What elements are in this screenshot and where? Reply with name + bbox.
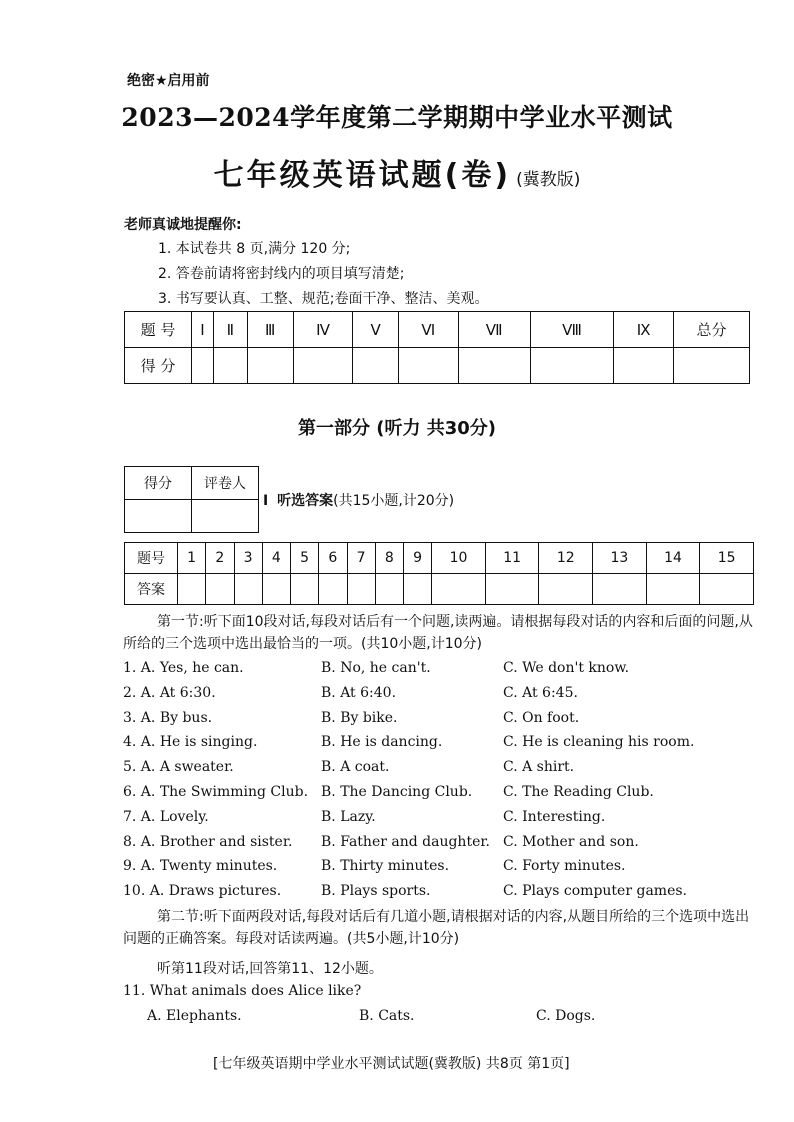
question-11-option-b: B. Cats. (359, 1008, 415, 1024)
question-3-option-c: C. On foot. (503, 710, 580, 726)
question-7-option-b: B. Lazy. (321, 809, 376, 825)
question-11-stem: 11. What animals does Alice like? (123, 983, 362, 999)
answer-input-cell[interactable] (375, 574, 403, 605)
section1-title: 听选答案 (277, 493, 334, 509)
score-input-cell[interactable] (293, 348, 353, 384)
question-9-option-b: B. Thirty minutes. (321, 858, 450, 874)
question-4-option-c: C. He is cleaning his room. (503, 734, 695, 750)
confidential-label: 绝密★启用前 (127, 73, 210, 89)
score-input-cell[interactable] (353, 348, 398, 384)
score-input-cell[interactable] (458, 348, 530, 384)
answer-input-cell[interactable] (262, 574, 290, 605)
answer-number: 11 (485, 543, 539, 574)
answer-number: 2 (206, 543, 234, 574)
question-11-option-a: A. Elephants. (147, 1008, 242, 1024)
question-4-option-a: 4. A. He is singing. (123, 734, 258, 750)
answer-number: 5 (291, 543, 319, 574)
question-10-option-b: B. Plays sports. (321, 883, 431, 899)
answer-input-cell[interactable] (593, 574, 647, 605)
question-4-option-b: B. He is dancing. (321, 734, 443, 750)
answer-input-cell[interactable] (234, 574, 262, 605)
question-6-option-a: 6. A. The Swimming Club. (123, 784, 309, 800)
answer-input-cell[interactable] (178, 574, 206, 605)
question-6-option-b: B. The Dancing Club. (321, 784, 473, 800)
answer-input-cell[interactable] (432, 574, 486, 605)
subtitle-main: 七年级英语试题(卷) (213, 158, 512, 193)
answer-number: 10 (432, 543, 486, 574)
question-2-option-a: 2. A. At 6:30. (123, 685, 216, 701)
answer-number: 4 (262, 543, 290, 574)
question-7-option-c: C. Interesting. (503, 809, 606, 825)
part1-title: 第一部分 (听力 共30分) (297, 418, 497, 439)
question-7-option-a: 7. A. Lovely. (123, 809, 209, 825)
score-cell: Ⅵ (398, 312, 458, 348)
section1-number: Ⅰ (263, 493, 269, 509)
question-3-option-a: 3. A. By bus. (123, 710, 213, 726)
question-8-option-c: C. Mother and son. (503, 834, 639, 850)
answer-number: 12 (539, 543, 593, 574)
answer-input-cell[interactable] (347, 574, 375, 605)
question-5-option-c: C. A shirt. (503, 759, 575, 775)
reminder-heading: 老师真诚地提醒你: (124, 217, 242, 233)
answer-table-number-row (125, 543, 754, 574)
answer-number: 9 (404, 543, 432, 574)
answer-number: 13 (593, 543, 647, 574)
answer-input-cell[interactable] (700, 574, 754, 605)
question-11-option-c: C. Dogs. (536, 1008, 596, 1024)
part-b-instructions: 第二节:听下面两段对话,每段对话后有几道小题,请根据对话的内容,从题目所给的三个选项中选出问题的正确答案。每段对话读两遍。(共5小题,计10分) (123, 909, 750, 947)
score-cell-total: 总分 (674, 312, 750, 348)
score-input-cell[interactable] (530, 348, 614, 384)
answer-input-cell[interactable] (485, 574, 539, 605)
question-10-option-c: C. Plays computer games. (503, 883, 687, 899)
question-6-option-c: C. The Reading Club. (503, 784, 654, 800)
score-input-cell[interactable] (614, 348, 674, 384)
score-cell: Ⅸ (614, 312, 674, 348)
score-input-cell[interactable] (247, 348, 293, 384)
score-input-cell[interactable] (398, 348, 458, 384)
question-9-option-c: C. Forty minutes. (503, 858, 626, 874)
question-8-option-b: B. Father and daughter. (321, 834, 490, 850)
score-cell: Ⅶ (458, 312, 530, 348)
answer-input-cell[interactable] (539, 574, 593, 605)
question-1-option-a: 1. A. Yes, he can. (123, 660, 244, 676)
reminder-item: 2. 答卷前请将密封线内的项目填写清楚; (158, 266, 405, 282)
page-footer: [七年级英语期中学业水平测试试题(冀教版) 共8页 第1页] (213, 1056, 570, 1072)
answer-number: 3 (234, 543, 262, 574)
score-cell: Ⅷ (530, 312, 614, 348)
exam-title: 2023—2024学年度第二学期期中学业水平测试 (121, 103, 673, 132)
question-3-option-b: B. By bike. (321, 710, 398, 726)
score-row-label: 得 分 (125, 348, 192, 384)
exam-subtitle (0, 150, 794, 194)
score-table (124, 311, 750, 384)
grader-reviewer-label: 评卷人 (192, 467, 259, 500)
grader-score-label: 得分 (125, 467, 192, 500)
answer-number: 8 (375, 543, 403, 574)
score-cell: Ⅱ (213, 312, 247, 348)
question-10-option-a: 10. A. Draws pictures. (123, 883, 282, 899)
section1-info: (共15小题,计20分) (333, 493, 455, 509)
score-input-cell[interactable] (674, 348, 750, 384)
score-table-header-row (125, 312, 750, 348)
answer-table (124, 542, 754, 605)
answer-number: 14 (646, 543, 700, 574)
dialog-11-note: 听第11段对话,回答第11、12小题。 (157, 961, 383, 977)
score-table-score-row (125, 348, 750, 384)
grader-score-input[interactable] (125, 500, 192, 533)
question-5-option-a: 5. A. A sweater. (123, 759, 234, 775)
part-a-instructions: 第一节:听下面10段对话,每段对话后有一个问题,读两遍。请根据每段对话的内容和后面的问题,从所给的三个选项中选出最恰当的一项。(共10小题,计10分) (123, 614, 753, 652)
grader-table (124, 466, 259, 533)
question-8-option-a: 8. A. Brother and sister. (123, 834, 293, 850)
question-2-option-c: C. At 6:45. (503, 685, 578, 701)
question-9-option-a: 9. A. Twenty minutes. (123, 858, 278, 874)
question-1-option-b: B. No, he can't. (321, 660, 431, 676)
score-cell: 题 号 (125, 312, 192, 348)
answer-number: 1 (178, 543, 206, 574)
score-input-cell[interactable] (192, 348, 214, 384)
answer-number: 7 (347, 543, 375, 574)
answer-input-cell[interactable] (319, 574, 347, 605)
answer-input-cell[interactable] (206, 574, 234, 605)
reminder-item: 3. 书写要认真、工整、规范;卷面干净、整洁、美观。 (158, 291, 489, 307)
grader-reviewer-input[interactable] (192, 500, 259, 533)
score-cell: Ⅲ (247, 312, 293, 348)
score-cell: Ⅰ (192, 312, 214, 348)
answer-input-cell[interactable] (291, 574, 319, 605)
score-cell: Ⅳ (293, 312, 353, 348)
section1-heading (263, 490, 454, 510)
question-2-option-b: B. At 6:40. (321, 685, 397, 701)
subtitle-edition: (冀教版) (516, 170, 581, 190)
answer-number: 15 (700, 543, 754, 574)
question-1-option-c: C. We don't know. (503, 660, 630, 676)
answer-number: 6 (319, 543, 347, 574)
answer-table-answer-row (125, 574, 754, 605)
answer-header-label: 题号 (125, 543, 178, 574)
question-5-option-b: B. A coat. (321, 759, 390, 775)
reminder-item: 1. 本试卷共 8 页,满分 120 分; (158, 241, 351, 257)
answer-input-cell[interactable] (646, 574, 700, 605)
answer-input-cell[interactable] (404, 574, 432, 605)
score-cell: Ⅴ (353, 312, 398, 348)
score-input-cell[interactable] (213, 348, 247, 384)
answer-row-label: 答案 (125, 574, 178, 605)
